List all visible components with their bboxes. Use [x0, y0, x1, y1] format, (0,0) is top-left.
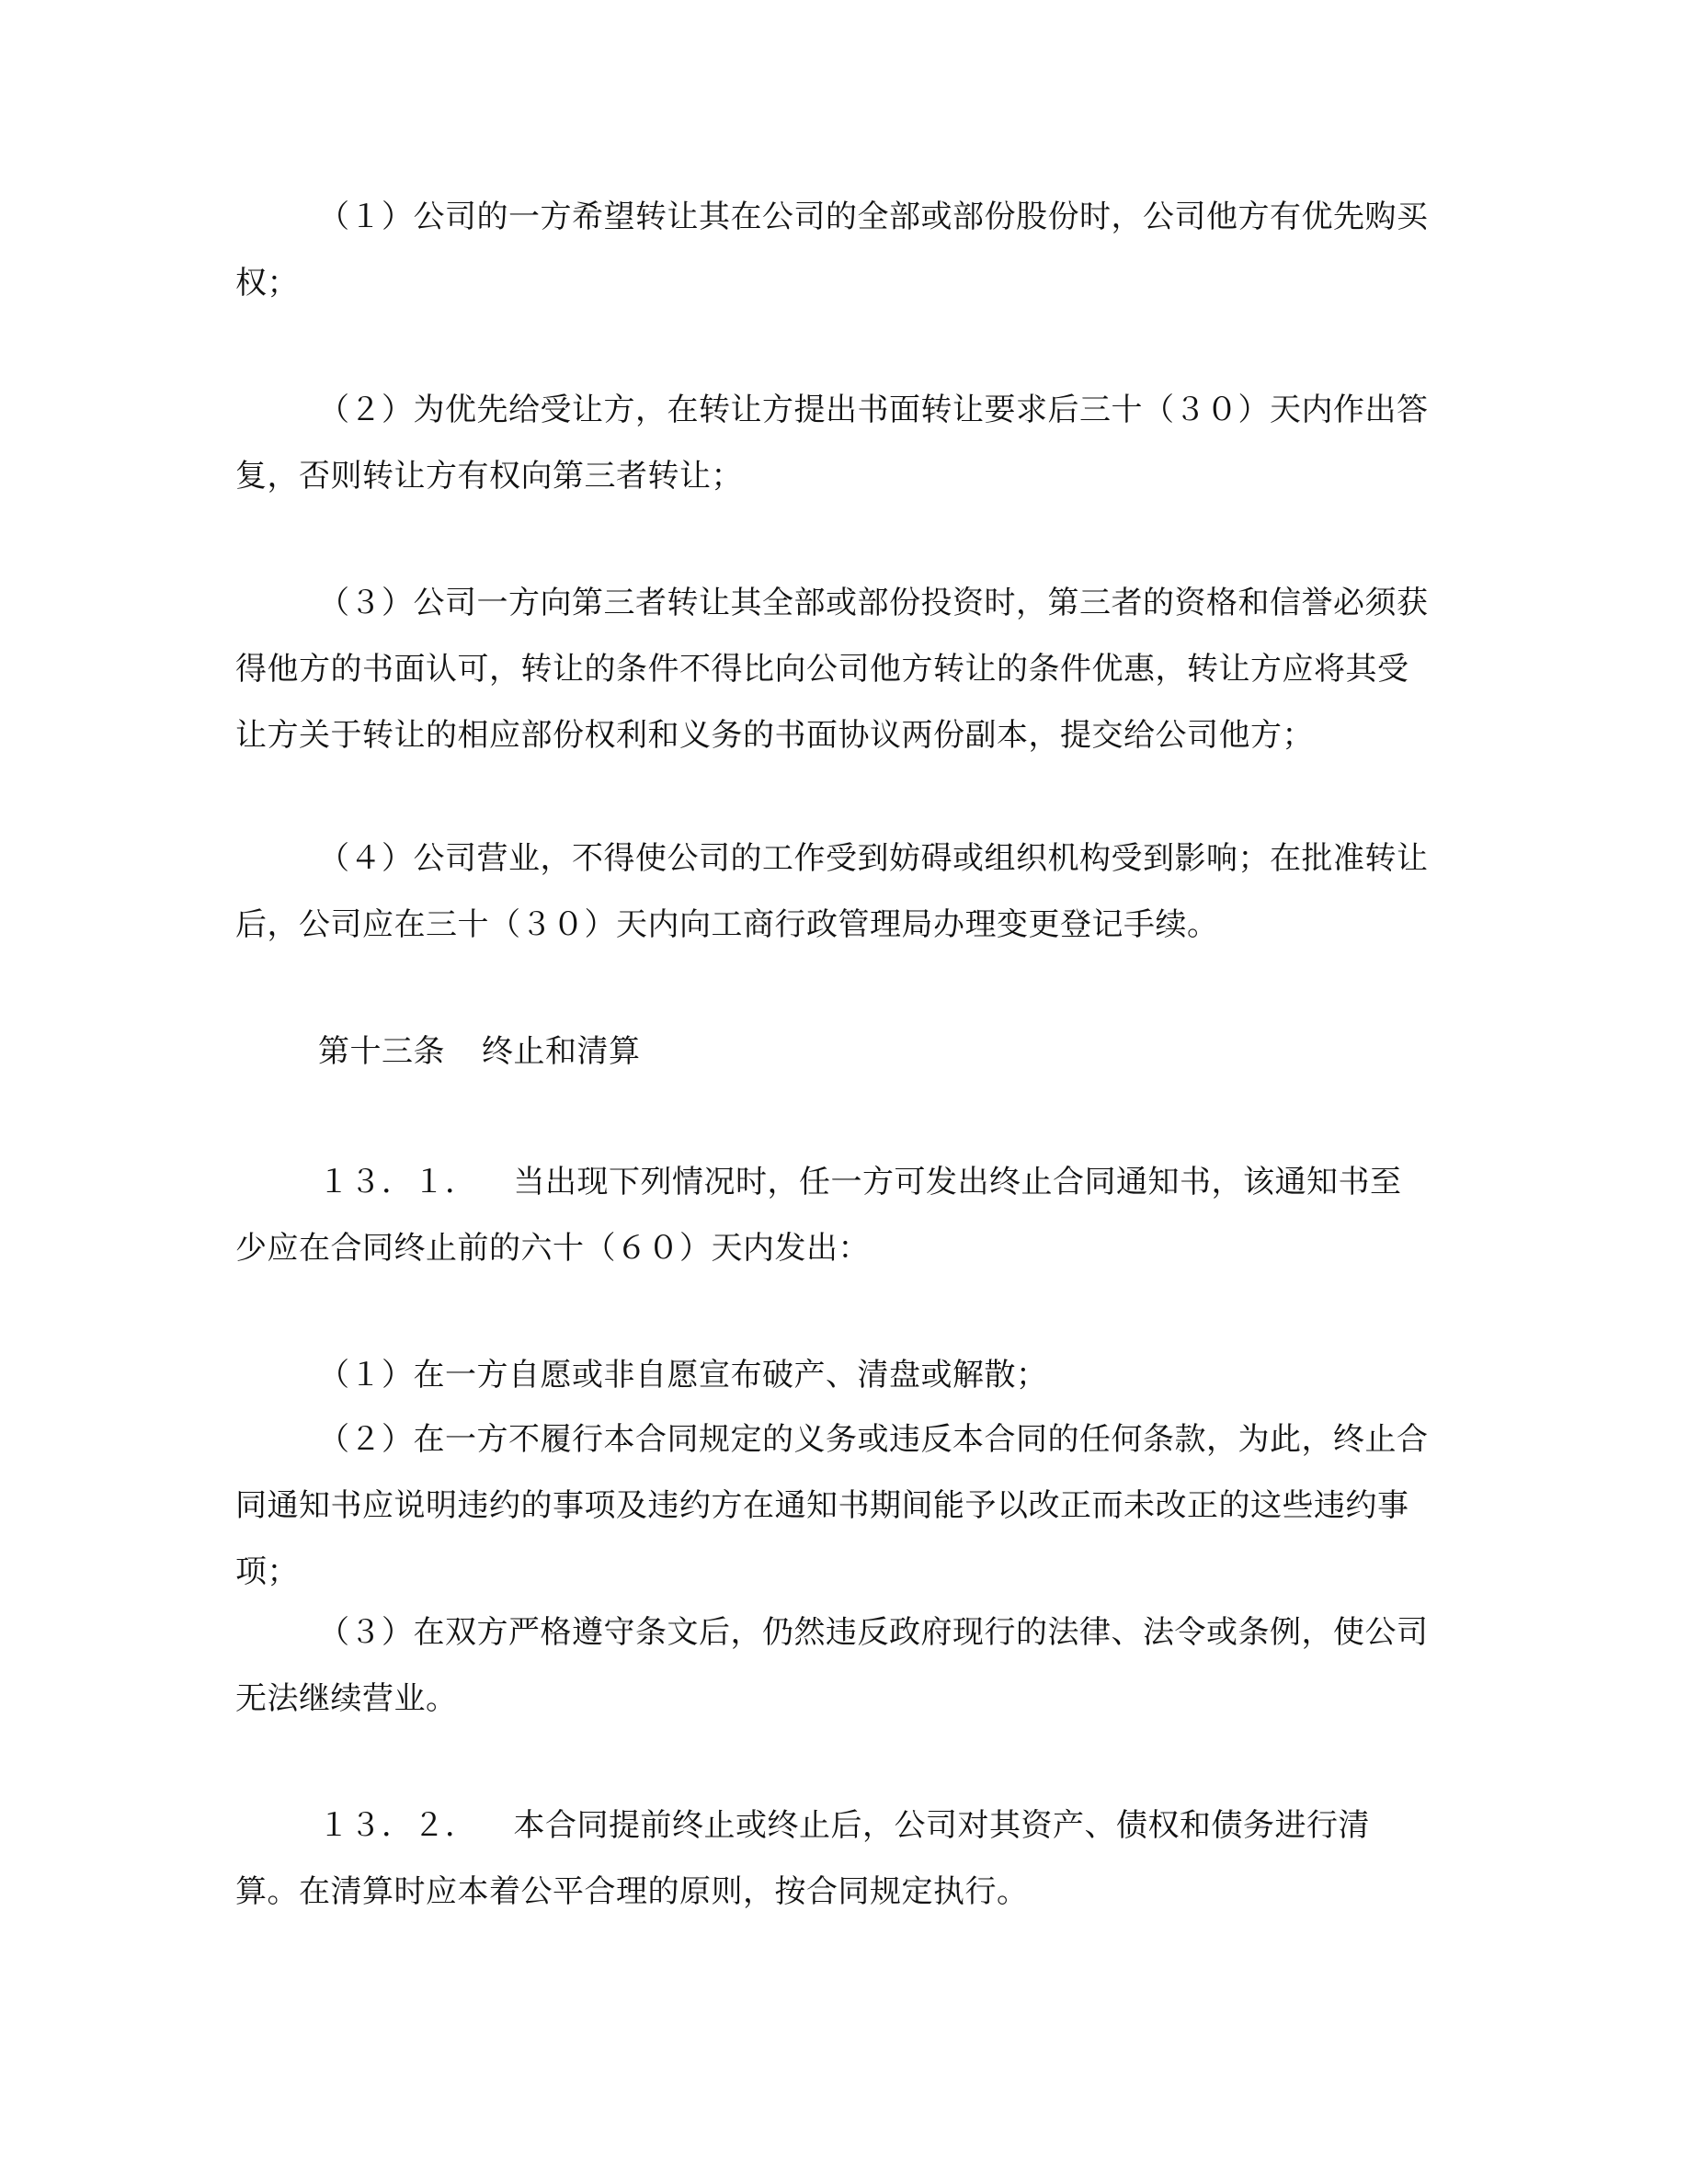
termination-item-breach	[235, 1406, 1431, 1605]
termination-item-bankruptcy	[235, 1342, 1431, 1408]
article-number: 第十三条	[318, 1033, 445, 1070]
clause-number: １３．２．	[318, 1807, 477, 1844]
article-heading	[235, 1018, 1431, 1085]
paragraph-registration-change	[235, 825, 1431, 958]
clause-13-1	[235, 1149, 1431, 1281]
clause-13-2	[235, 1792, 1431, 1925]
list-item-text: （３）在双方严格遵守条文后，仍然违反政府现行的法律、法令或条例，使公司无法继续营业。	[235, 1614, 1429, 1717]
paragraph-transfer-reply	[235, 377, 1431, 509]
paragraph-text: （３）公司一方向第三者转让其全部或部份投资时，第三者的资格和信誉必须获得他方的书面认可，转让的条件不得比向公司他方转让的条件优惠，转让方应将其受让方关于转让的相应部份权利和义务的书面协议两份副本，提交给公司他方；	[235, 585, 1429, 754]
paragraph-transfer-priority	[235, 184, 1431, 316]
clause-text: 本合同提前终止或终止后，公司对其资产、债权和债务进行清算。在清算时应本着公平合理的原则，按合同规定执行。	[235, 1807, 1370, 1910]
list-item-text: （２）在一方不履行本合同规定的义务或违反本合同的任何条款，为此，终止合同通知书应说明违约的事项及违约方在通知书期间能予以改正而未改正的这些违约事项；	[235, 1421, 1429, 1590]
article-title: 终止和清算	[482, 1033, 641, 1070]
paragraph-text: （４）公司营业，不得使公司的工作受到妨碍或组织机构受到影响；在批准转让后，公司应在三十（３０）天内向工商行政管理局办理变更登记手续。	[235, 840, 1429, 943]
paragraph-third-party-transfer	[235, 570, 1431, 768]
termination-item-law-violation	[235, 1599, 1431, 1732]
list-item-text: （１）在一方自愿或非自愿宣布破产、清盘或解散；	[318, 1357, 1048, 1393]
paragraph-text: （１）公司的一方希望转让其在公司的全部或部份股份时，公司他方有优先购买权；	[235, 199, 1429, 301]
clause-number: １３．１．	[318, 1164, 477, 1200]
paragraph-text: （２）为优先给受让方，在转让方提出书面转让要求后三十（３０）天内作出答复，否则转让方有权向第三者转让；	[235, 392, 1429, 495]
clause-text: 当出现下列情况时，任一方可发出终止合同通知书，该通知书至少应在合同终止前的六十（６０）天内发出：	[235, 1164, 1402, 1267]
